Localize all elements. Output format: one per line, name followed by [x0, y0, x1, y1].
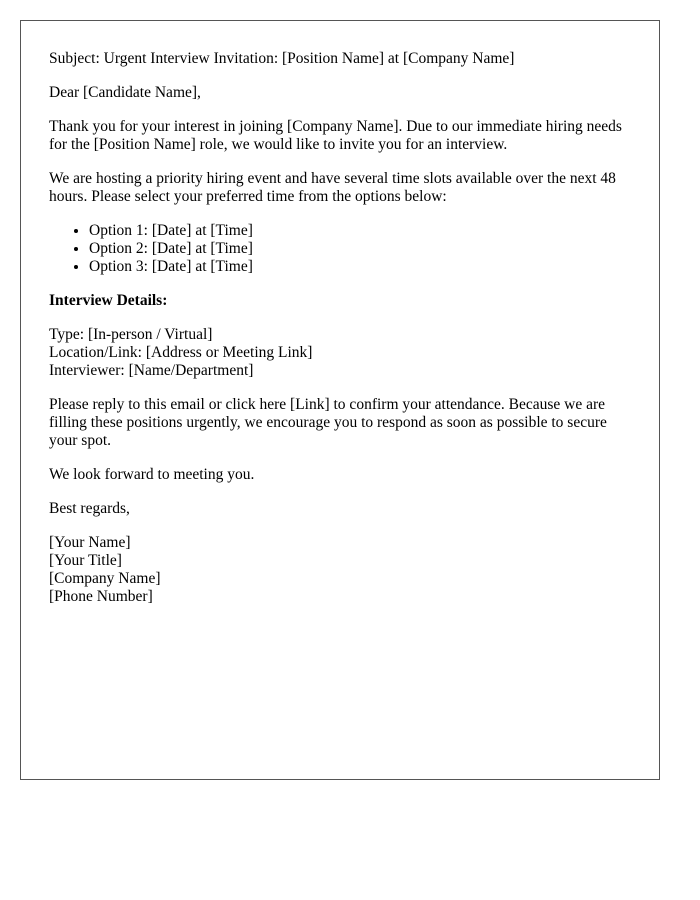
- intro-paragraph: Thank you for your interest in joining [Company Name]. Due to our immediate hiring needs for the [Position Name] role, we would like to invite you for an interview.: [49, 118, 622, 153]
- signature-phone: [Phone Number]: [49, 588, 153, 605]
- sign-off: Best regards,: [49, 500, 130, 517]
- event-paragraph: We are hosting a priority hiring event and have several time slots available over the next 48 hours. Please select your preferred time from the options below:: [49, 170, 616, 205]
- time-option-1: • Option 1: [Date] at [Time]: [89, 222, 631, 240]
- signature-block: [49, 534, 631, 606]
- detail-interviewer: Interviewer: [Name/Department]: [49, 362, 254, 379]
- time-options-list: [49, 222, 631, 276]
- subject-line: Subject: Urgent Interview Invitation: [Position Name] at [Company Name]: [49, 50, 515, 67]
- signature-name: [Your Name]: [49, 534, 131, 551]
- greeting: Dear [Candidate Name],: [49, 84, 201, 101]
- time-option-3: • Option 3: [Date] at [Time]: [89, 258, 631, 276]
- interview-details-block: [49, 326, 631, 380]
- time-option-2: • Option 2: [Date] at [Time]: [89, 240, 631, 258]
- reply-paragraph: Please reply to this email or click here [Link] to confirm your attendance. Because we are filling these positions urgently, we encourage you to respond as soon as possible to secure your spot.: [49, 396, 607, 449]
- signature-title: [Your Title]: [49, 552, 122, 569]
- signature-company: [Company Name]: [49, 570, 161, 587]
- detail-location: Location/Link: [Address or Meeting Link]: [49, 344, 313, 361]
- closing-line: We look forward to meeting you.: [49, 466, 255, 483]
- interview-details-heading: Interview Details:: [49, 292, 168, 309]
- detail-type: Type: [In-person / Virtual]: [49, 326, 213, 343]
- letter-container: [20, 20, 660, 780]
